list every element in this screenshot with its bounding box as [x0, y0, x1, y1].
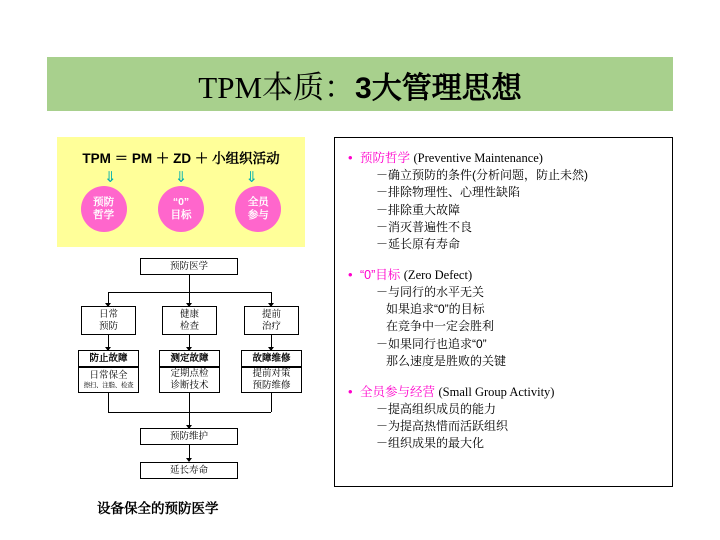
flow-detail-line1: 日常保全 — [89, 370, 128, 381]
formula-arrows — [57, 170, 305, 185]
chevron-down-icon: ⇓ — [245, 169, 258, 186]
flow-detail-head: 测定故障 — [159, 350, 220, 367]
connector — [189, 275, 190, 292]
bullet-line: －如果同行也追求“0” — [376, 336, 487, 351]
page-title — [198, 62, 521, 107]
concept-circle — [81, 186, 127, 232]
bullet-line: －组织成果的最大化 — [376, 436, 485, 451]
explanation-panel — [334, 137, 673, 487]
connector — [271, 393, 272, 412]
concept-circle-line2: 目标 — [170, 209, 192, 221]
bullet-line: －提高组织成员的能力 — [376, 401, 497, 416]
flow-detail-line1: 提前对策 — [252, 368, 291, 380]
flow-detail-head: 防止故障 — [78, 350, 139, 367]
formula-equation: TPM ＝ PM ＋ ZD ＋ 小组织活动 — [82, 151, 280, 166]
concept-circle-line2: 参与 — [247, 209, 269, 221]
flow-detail-body — [241, 367, 302, 393]
bullet-line: －为提高热惜而活跃组织 — [376, 418, 509, 433]
flow-diagram — [78, 258, 304, 483]
bullet-line: 在竞争中一定会胜利 — [386, 319, 495, 334]
bullet-line: －消灭普遍性不良 — [376, 220, 473, 235]
concept-circle-line2: 哲学 — [93, 209, 115, 221]
formula-circles — [57, 186, 305, 232]
title-primary: TPM本质： — [198, 69, 356, 105]
bullet-line: 如果追求“0”的目标 — [386, 302, 485, 317]
flow-node-bottom1: 预防维护 — [140, 428, 238, 445]
flow-node-mid — [162, 306, 217, 335]
flow-node-mid-line1: 日常 — [98, 308, 118, 320]
concept-circle — [235, 186, 281, 232]
bullet-keyword: 全员参与经营 — [360, 384, 436, 399]
bullet-heading — [348, 150, 662, 167]
bullet-block — [348, 267, 662, 371]
flow-detail-line2: 诊断技术 — [170, 380, 209, 391]
flow-detail-body — [78, 367, 139, 393]
bullet-keyword: “0”目标 — [360, 267, 401, 282]
flow-detail-line2: 预防维修 — [252, 380, 291, 391]
title-emphasis: 3大管理思想 — [355, 71, 522, 105]
flow-node-mid — [81, 306, 136, 335]
bullet-block — [348, 384, 662, 453]
bullet-english: (Small Group Activity) — [438, 384, 555, 399]
bullet-line: －延长原有寿命 — [376, 237, 461, 252]
flow-node-mid-line2: 检查 — [179, 320, 199, 332]
connector — [108, 393, 109, 412]
flow-detail-body — [159, 367, 220, 393]
bullet-english: (Zero Defect) — [403, 267, 473, 282]
flow-node-mid-line1: 健康 — [179, 308, 199, 320]
bullet-line: －排除物理性、心理性缺陷 — [376, 185, 521, 200]
flow-node-top: 预防医学 — [140, 258, 238, 275]
concept-circle-line1: 全员 — [247, 196, 269, 209]
bullet-line: －排除重大故障 — [376, 202, 461, 217]
flow-detail-head: 故障维修 — [241, 350, 302, 367]
flow-node-mid-line2: 治疗 — [261, 320, 281, 332]
footer-caption: 设备保全的预防医学 — [97, 501, 219, 516]
bullet-line: －确立预防的条件(分析问题，防止未然) — [376, 167, 588, 182]
bullet-block — [348, 150, 662, 254]
flow-detail-line2: 擦扫、注脂、检查 — [83, 381, 134, 389]
flow-node-mid — [244, 306, 299, 335]
bullet-heading — [348, 267, 662, 284]
chevron-down-icon: ⇓ — [104, 169, 117, 186]
bullet-keyword: 预防哲学 — [360, 151, 411, 165]
bullet-line: 那么速度是胜败的关键 — [386, 354, 507, 369]
formula-box — [57, 137, 305, 247]
concept-circle-line1: 预防 — [93, 196, 115, 209]
bullet-line: －与同行的水平无关 — [376, 284, 485, 299]
bullet-english: (Preventive Maintenance) — [413, 151, 543, 165]
concept-circle-line1: “0” — [172, 196, 190, 209]
flow-node-mid-line2: 预防 — [98, 320, 118, 332]
connector — [189, 393, 190, 428]
slide-title-band — [47, 57, 673, 111]
flow-detail-line1: 定期点检 — [170, 368, 209, 380]
chevron-down-icon: ⇓ — [174, 169, 188, 186]
bullet-heading — [348, 384, 662, 401]
flow-node-mid-line1: 提前 — [261, 308, 281, 320]
flow-node-bottom2: 延长寿命 — [140, 462, 238, 479]
concept-circle — [158, 186, 204, 232]
